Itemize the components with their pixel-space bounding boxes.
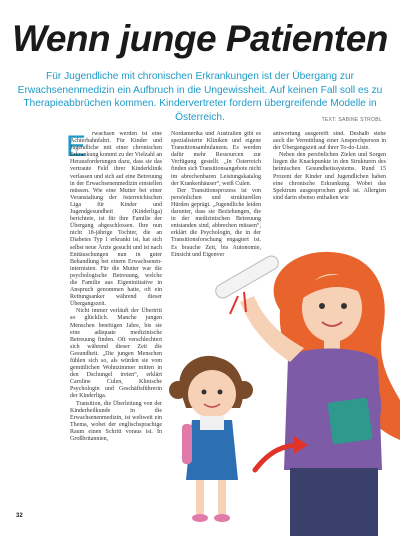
- paragraph: antwortung ausgereift sind. Deshalb stehe auch die Vermittlung einer Ansprechperson in der Übergangszeit auf ihrer To-do-Liste.: [273, 131, 386, 152]
- girl-eye: [202, 390, 207, 395]
- article-column-1: [70, 131, 162, 501]
- drop-cap: E: [66, 130, 87, 163]
- woman-eye: [341, 303, 347, 309]
- girl-collar: [200, 416, 224, 430]
- woman-eye: [319, 303, 325, 309]
- author-credit: TEXT: SABINE STROBL: [321, 117, 382, 123]
- page-number: 32: [16, 513, 23, 519]
- girl-leg: [196, 480, 204, 514]
- book-icon: [327, 397, 372, 444]
- girl-shoe: [214, 514, 230, 522]
- girl-pigtail: [235, 381, 253, 399]
- girl-backpack: [182, 424, 192, 464]
- article-column-3: [273, 131, 386, 237]
- woman-and-girl-illustration: [160, 240, 400, 536]
- girl-leg: [218, 480, 226, 514]
- diploma-scroll-icon: [213, 253, 281, 300]
- paragraph: Transition, die Überleitung von der Kinderheilkunde in die Erwachsenenmedizin, ist weltweit ein Thema, wobei der englischsprachige Raum einen Schritt voraus ist. In Großbritannien,: [70, 400, 162, 443]
- article-headline: Wenn junge Patienten: [12, 18, 388, 59]
- paragraph: Der Transitionsprozess ist von persönlichen und strukturellen Hürden geprägt. „Jugendliche leiden darunter, dass sie Beziehungen, die in der medizinischen Betreuung entstanden sind, abbrechen müssen“, erklärt die Psychologin, die in der Transitionsforschung engagiert ist. Es brauche Zeit, bis Autonomie, Einsicht und Eigenver: [171, 187, 261, 258]
- paragraph: rwachsen werden ist eine Achterbahnfahrt. Für Kinder und Jugendliche mit einer chronischen Erkrankung kommt zu der Vielzahl an Herausforderungen dazu, dass sie das vertraute Feld ihrer Kinderklinik verlassen und sich auf eine Betreuung in der Erwachsenenmedizin einstellen müssen. Wie eine Mutter bei einer Veranstaltung der österreichischen Liga für Kinder und Jugendgesundheit (Kinderliga) berichtete, ist für ihre Familie der Übergang abgeschlossen. Ihre nun nicht 18-jährige Tochter, die an Diabetes Typ 1 erkrankt ist, hat sich selbst neue Ärzte gesucht und ist nach Enttäuschungen nun in guter Behandlung bei einem Erwachsenen-internisten. Für die Mutter war die psychologische Betreuung, welche die Familie aus Eigeninitiative in Anspruch genommen hatte, oft ein Rettungsanker während dieser Übergangszeit.: [70, 131, 162, 308]
- girl-eye: [218, 390, 223, 395]
- paragraph: Nordamerika und Australien gibt es spezialisierte Kliniken und eigene Transitionsambulanzen. Es werden dafür mehr Ressourcen zur Verfügung gestellt. „In Österreich finden sich Transitionsangebote nicht im abrechenbaren Leistungskatalog der Krankenhäuser“, weiß Culen.: [171, 131, 261, 187]
- article-lead: Für Jugendliche mit chronischen Erkrankungen ist der Übergang zur Erwachsenenmedizin ein Aufbruch in die Ungewissheit. Auf keinen Fall soll es zu Therapieabbrüchen kommen. Kindervertreter fordern übergreifende Modelle in Österreich.: [17, 71, 383, 123]
- girl-shoe: [192, 514, 208, 522]
- woman-pants: [290, 468, 378, 536]
- girl-pigtail: [169, 381, 187, 399]
- paragraph: Neben den persönlichen Zielen und Sorgen liegen die Knackpunkte in den Strukturen des heimischen Gesundheitssystems. Rund 15 Prozent der Kinder und Jugendlichen haben eine chronische Erkrankung. Wobei das Spektrum ausgesprochen groß ist. Allergien sind darin ebenso enthalten wie: [273, 152, 386, 201]
- paragraph: Nicht immer verläuft der Übertritt so glücklich. Manche jungen Menschen benötigen Jahre, bis sie eine adäquate medizinische Betreuung finden. Oft verschlechtert sich während dieser Zeit die Gesundheit. „Die jungen Menschen fühlen sich so, als würden sie vom gemütlichen Wohnzimmer mitten in den Dschungel treten“, erklärt Caroline Culen, Klinische Psychologin und Geschäftsführerin der Kinderliga.: [70, 308, 162, 400]
- girl-face: [188, 370, 236, 418]
